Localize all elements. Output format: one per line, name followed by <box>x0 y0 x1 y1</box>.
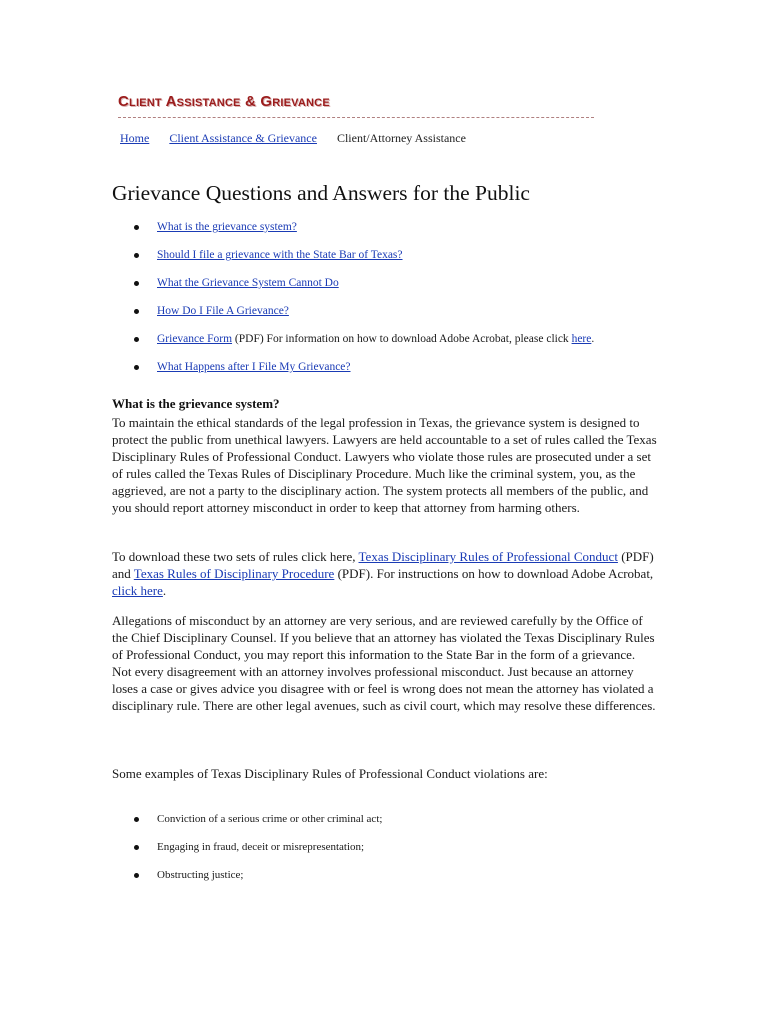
violations-list <box>112 811 382 895</box>
paragraph-text: (PDF). For instructions on how to download Adobe Acrobat, <box>334 566 654 581</box>
bullet-icon <box>134 309 139 314</box>
toc-item <box>112 218 594 246</box>
toc-item <box>112 302 594 330</box>
bullet-icon <box>134 873 139 878</box>
banner-divider <box>118 117 594 118</box>
page-title: Grievance Questions and Answers for the Public <box>112 181 530 205</box>
violation-text: Engaging in fraud, deceit or misrepresentation; <box>157 841 365 853</box>
bullet-icon <box>134 337 139 342</box>
toc-item <box>112 274 594 302</box>
site-banner <box>118 93 708 123</box>
paragraph-text: To download these two sets of rules click here, <box>112 549 359 564</box>
toc-item-period: . <box>591 333 595 345</box>
breadcrumb-section-link[interactable]: Client Assistance & Grievance <box>169 131 317 145</box>
banner-title: Client Assistance & Grievance <box>118 93 330 110</box>
paragraph-text: . <box>162 583 167 598</box>
toc-link-what-happens[interactable]: What Happens after I File My Grievance? <box>157 361 351 373</box>
breadcrumb-home-link[interactable]: Home <box>120 131 150 145</box>
bullet-icon <box>134 845 139 850</box>
bullet-icon <box>134 281 139 286</box>
link-disciplinary-procedure[interactable]: Texas Rules of Disciplinary Procedure <box>133 566 335 581</box>
violation-text: Obstructing justice; <box>157 869 244 881</box>
link-disciplinary-rules-conduct[interactable]: Texas Disciplinary Rules of Professional Conduct <box>358 549 618 564</box>
breadcrumb <box>120 131 483 146</box>
list-item <box>112 839 382 867</box>
bullet-icon <box>134 253 139 258</box>
toc-item <box>112 358 594 386</box>
toc-link-grievance-form[interactable]: Grievance Form <box>157 333 233 345</box>
breadcrumb-current: Client/Attorney Assistance <box>336 131 466 145</box>
paragraph-allegations: Allegations of misconduct by an attorney are very serious, and are reviewed carefully by the Office of the Chief Disciplinary Counsel. If you believe that an attorney has violated the Texas Disciplinary Rules of Professional Conduct, you may report this information to the State Bar in the form of a grievance. Not every disagreement with an attorney involves professional misconduct. Just because an attorney loses a case or gives advice you disagree with or feel is wrong does not mean the attorney has violated a disciplinary rule. There are other legal avenues, such as civil court, which may resolve these differences. <box>112 613 656 713</box>
toc-link-acrobat-here[interactable]: here <box>571 333 592 345</box>
bullet-icon <box>134 225 139 230</box>
list-item <box>112 867 382 895</box>
toc-item <box>112 330 594 358</box>
link-acrobat-click-here[interactable]: click here <box>112 583 163 598</box>
toc-list <box>112 218 594 386</box>
toc-link-grievance-system[interactable]: What is the grievance system? <box>157 221 297 233</box>
paragraph-intro: To maintain the ethical standards of the legal profession in Texas, the grievance system is designed to protect the public from unethical lawyers. Lawyers are held accountable to a set of rules called the Texas Disciplinary Rules of Professional Conduct. Lawyers who violate those rules are prosecuted under a set of rules called the Texas Rules of Disciplinary Procedure. Much like the criminal system, you, as the aggrieved, are not a party to the disciplinary action. The system protects all members of the public, and you should report attorney misconduct in order to keep that attorney from harming others. <box>112 415 657 515</box>
paragraph-text: (PDF) and <box>112 549 654 581</box>
toc-item-text: (PDF) For information on how to download Adobe Acrobat, please click <box>232 333 572 345</box>
paragraph-download-rules <box>112 548 657 599</box>
bullet-icon <box>134 817 139 822</box>
toc-link-how-to-file[interactable]: How Do I File A Grievance? <box>157 305 289 317</box>
section-heading: What is the grievance system? <box>112 396 280 411</box>
toc-link-cannot-do[interactable]: What the Grievance System Cannot Do <box>157 277 339 289</box>
bullet-icon <box>134 365 139 370</box>
paragraph-examples-intro: Some examples of Texas Disciplinary Rules of Professional Conduct violations are: <box>112 766 548 781</box>
violation-text: Conviction of a serious crime or other criminal act; <box>157 813 383 825</box>
list-item <box>112 811 382 839</box>
toc-item <box>112 246 594 274</box>
toc-link-should-i-file[interactable]: Should I file a grievance with the State Bar of Texas? <box>157 249 403 261</box>
